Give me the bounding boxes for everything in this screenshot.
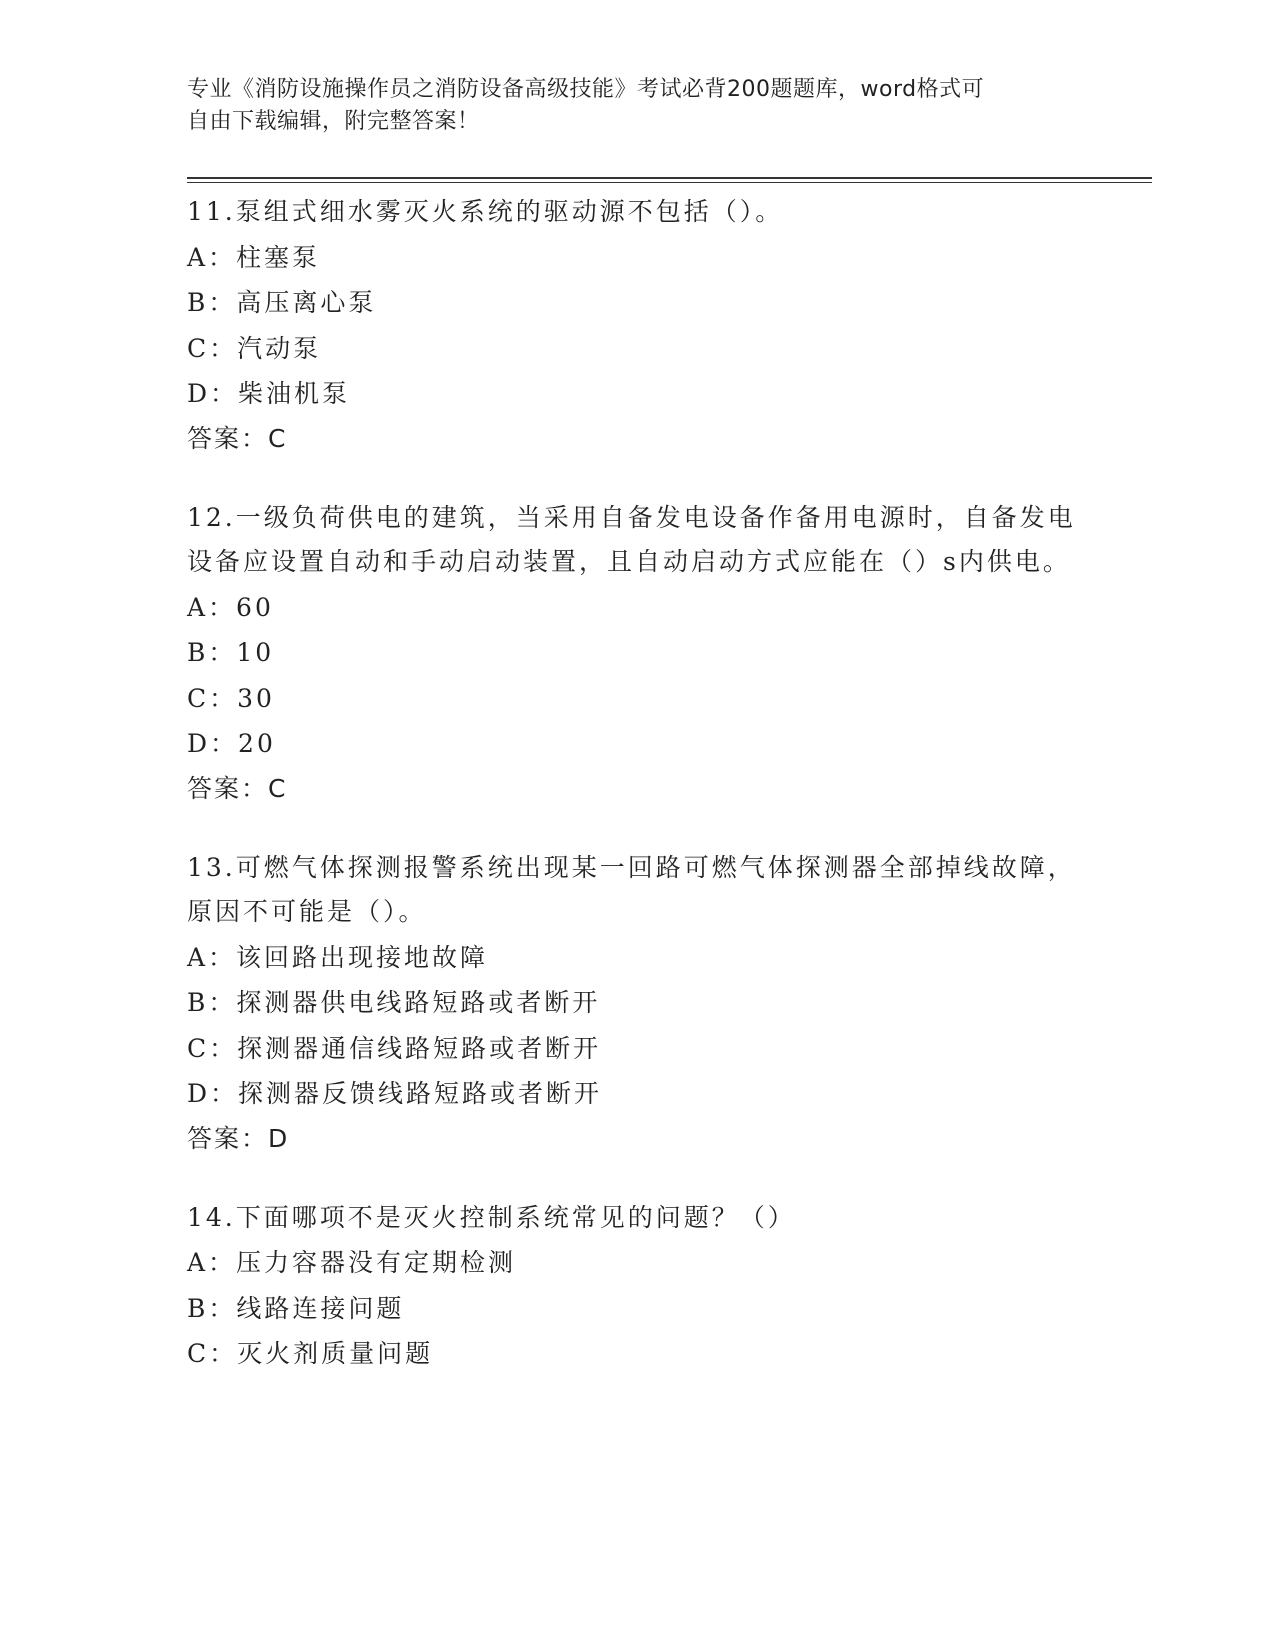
option-d: D：柴油机泵: [187, 379, 351, 408]
question-13: [187, 846, 1087, 1161]
answer: 答案：C: [187, 773, 288, 803]
option-a: A：该回路出现接地故障: [187, 942, 489, 972]
question-12: [187, 496, 1087, 811]
option-b: B：探测器供电线路短路或者断开: [187, 988, 601, 1017]
answer: 答案：D: [187, 1123, 290, 1153]
question-14: [187, 1196, 1087, 1377]
option-c: C：30: [187, 683, 275, 713]
header-line-2: 自由下载编辑，附完整答案！: [187, 109, 480, 134]
option-c: C：灭火剂质量问题: [187, 1339, 434, 1368]
option-b: B：10: [187, 638, 275, 667]
option-a: A：柱塞泵: [187, 242, 321, 272]
option-c: C：探测器通信线路短路或者断开: [187, 1033, 602, 1063]
header-divider-thin: [187, 182, 1152, 183]
document-header: [187, 74, 1087, 138]
question-stem: 13.可燃气体探测报警系统出现某一回路可燃气体探测器全部掉线故障，原因不可能是（）。: [187, 852, 1076, 926]
option-a: A：60: [187, 592, 274, 622]
option-c: C：汽动泵: [187, 333, 322, 363]
answer: 答案：C: [187, 423, 288, 453]
option-d: D：20: [187, 729, 276, 758]
question-stem: 11.泵组式细水雾灭火系统的驱动源不包括（）。: [187, 197, 784, 226]
header-line-1: 专业《消防设施操作员之消防设备高级技能》考试必背200题题库，word格式可: [187, 77, 985, 102]
option-b: B：线路连接问题: [187, 1293, 405, 1323]
question-stem: 12.一级负荷供电的建筑，当采用自备发电设备作备用电源时，自备发电设备应设置自动和手动启动装置，且自动启动方式应能在（）s内供电。: [187, 502, 1076, 576]
option-d: D：探测器反馈线路短路或者断开: [187, 1079, 603, 1108]
option-b: B：高压离心泵: [187, 288, 377, 317]
question-list: [187, 190, 1087, 1412]
question-stem: 14.下面哪项不是灭火控制系统常见的问题？（）: [187, 1202, 796, 1232]
header-divider-thick: [187, 177, 1152, 179]
option-a: A：压力容器没有定期检测: [187, 1248, 517, 1277]
question-11: [187, 190, 1087, 461]
